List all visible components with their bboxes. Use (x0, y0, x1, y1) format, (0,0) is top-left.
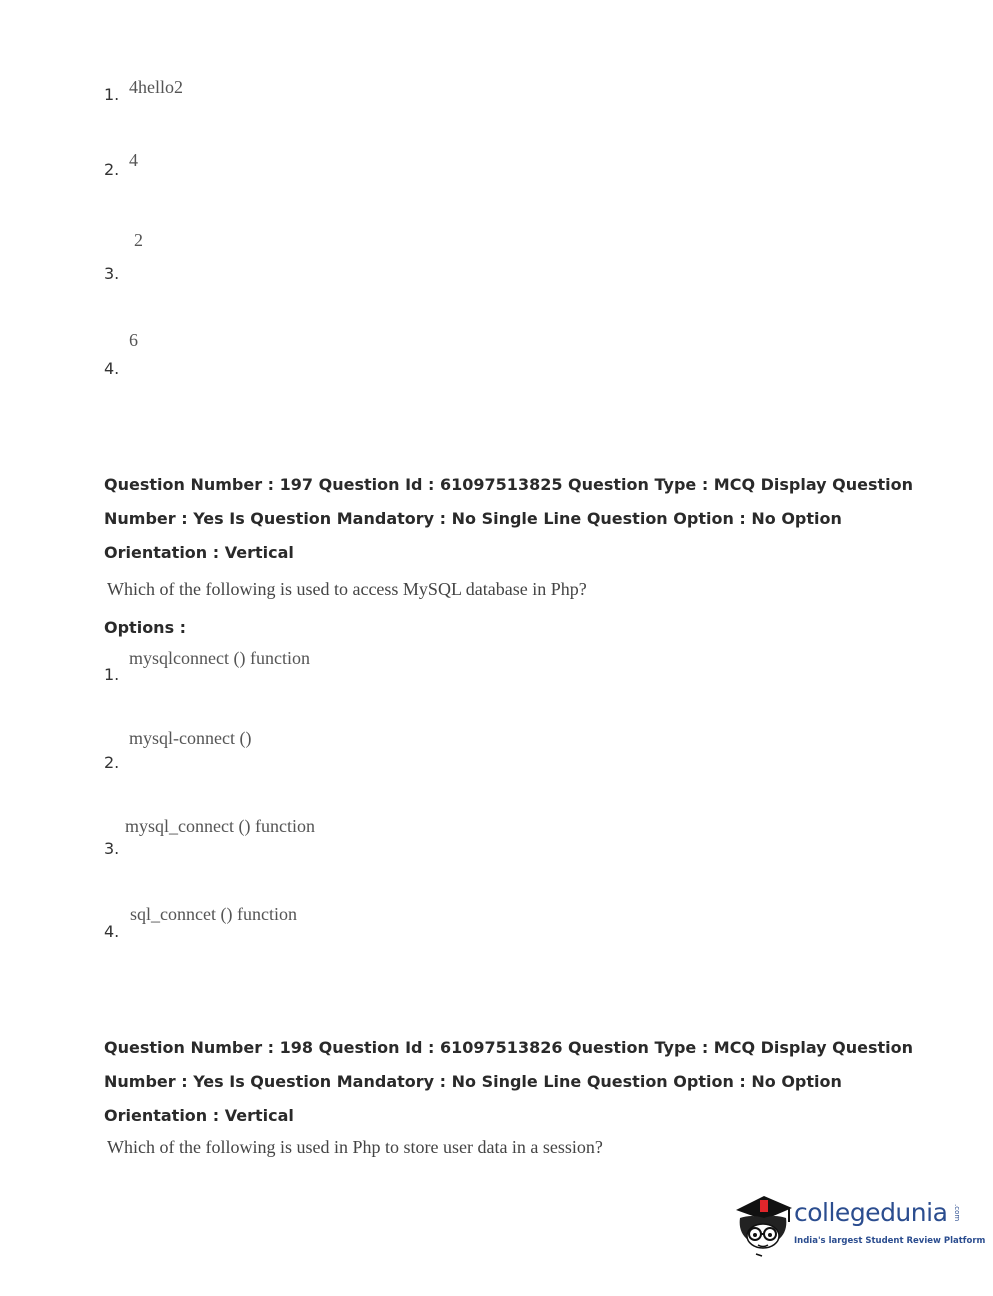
question-meta-line: Number : Yes Is Question Mandatory : No Single Line Question Option : No Option (104, 1072, 842, 1091)
option-number: 1. (104, 665, 120, 684)
option-text: 2 (134, 230, 143, 250)
option-text: 4 (129, 150, 138, 170)
option-number: 3. (104, 839, 120, 858)
logo-tagline: India's largest Student Review Platform (794, 1236, 986, 1246)
collegedunia-logo (734, 1188, 986, 1260)
option-text: mysql-connect () (129, 728, 252, 748)
option-text: mysql_connect () function (125, 816, 315, 836)
option-text: 4hello2 (129, 77, 183, 97)
option-text: 6 (129, 330, 138, 350)
question-meta-line: Number : Yes Is Question Mandatory : No Single Line Question Option : No Option (104, 509, 842, 528)
question-meta-line: Question Number : 197 Question Id : 61097513825 Question Type : MCQ Display Question (104, 475, 914, 494)
question-meta-line: Orientation : Vertical (104, 1106, 294, 1125)
option-number: 2. (104, 160, 120, 179)
question-meta-line: Orientation : Vertical (104, 543, 294, 562)
option-number: 3. (104, 264, 120, 283)
mascot-icon (734, 1188, 794, 1260)
question-meta-line: Question Number : 198 Question Id : 61097513826 Question Type : MCQ Display Question (104, 1038, 914, 1057)
option-number: 4. (104, 359, 120, 378)
options-label: Options : (104, 618, 187, 637)
option-text: sql_conncet () function (130, 904, 297, 924)
logo-suffix: .com (953, 1204, 961, 1222)
option-text: mysqlconnect () function (129, 648, 310, 668)
option-number: 1. (104, 85, 120, 104)
logo-wordmark: collegedunia (794, 1198, 948, 1227)
question-text: Which of the following is used in Php to store user data in a session? (107, 1137, 603, 1157)
option-number: 4. (104, 922, 120, 941)
question-text: Which of the following is used to access MySQL database in Php? (107, 579, 587, 599)
option-number: 2. (104, 753, 120, 772)
